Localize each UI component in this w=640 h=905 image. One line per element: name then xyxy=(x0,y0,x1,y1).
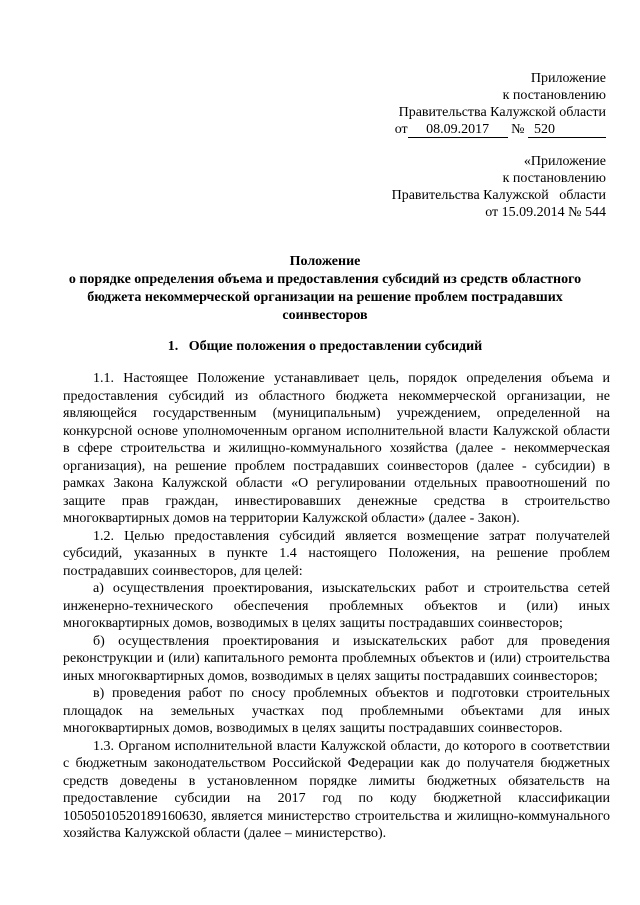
section-heading: 1. Общие положения о предоставлении субсидий xyxy=(167,339,483,354)
title-line: бюджета некоммерческой организации на решение проблем пострадавших xyxy=(87,290,563,305)
paragraph: 1.1. Настоящее Положение устанавливает цель, порядок определения объема и предоставления субсидий из областного бюджета некоммерческой организации, не являющейся государственным (муниципальным) учреждением, определенной на конкурсной основе уполномоченным органом исполнительной власти Калужской области в сфере строительства и жилищно-коммунального хозяйства (далее - некоммерческая организация), на решение проблем пострадавших соинвесторов (далее - субсидии) в рамках Закона Калужской области «О регулировании отдельных правоотношений по защите прав граждан, инвестировавших денежные средства в строительство многоквартирных домов на территории Калужской области» (далее - Закон). xyxy=(63,371,610,526)
paragraph: 1.2. Целью предоставления субсидий является возмещение затрат получателей субсидий, указанных в пункте 1.4 настоящего Положения, на решение проблем пострадавших соинвесторов, для целей: xyxy=(63,528,610,579)
attachment-block-original xyxy=(392,153,606,221)
document-body xyxy=(63,370,610,843)
attachment-line: к постановлению xyxy=(502,88,606,103)
attachment-line: к постановлению xyxy=(502,171,606,186)
title-line: о порядке определения объема и предоставления субсидий из средств областного xyxy=(68,272,582,287)
resolution-date: 08.09.2017 xyxy=(408,122,508,138)
paragraph: в) проведения работ по сносу проблемных объектов и подготовки строительных площадок на земельных участках под проблемными объектами для иных многоквартирных домов, возводимых в целях защиты пострадавших соинвесторов. xyxy=(63,686,610,736)
paragraph: а) осуществления проектирования, изыскательских работ и строительства сетей инженерно-технического обеспечения проблемных объектов и (или) иных многоквартирных домов, возводимых в целях защиты пострадавших соинвесторов; xyxy=(63,581,610,631)
resolution-number: 520 xyxy=(528,122,606,138)
title-line: соинвесторов xyxy=(282,308,368,323)
attachment-line: Правительства Калужской области xyxy=(398,105,606,120)
paragraph: б) осуществления проектирования и изыскательских работ для проведения реконструкции и (или) капитального ремонта проблемных объектов и (или) строительства иных многоквартирных домов, возводимых в целях защиты пострадавших соинвесторов; xyxy=(63,633,610,684)
attachment-block-current xyxy=(395,70,606,138)
document-title xyxy=(60,253,590,325)
attachment-line: «Приложение xyxy=(523,154,606,169)
attachment-date-line xyxy=(395,121,606,138)
paragraph: 1.3. Органом исполнительной власти Калужской области, до которого в соответствии с бюджетным законодательством Российской Федерации как до получателя бюджетных средств доведены в установленном порядке лимиты бюджетных обязательств на предоставление субсидии на 2017 год по коду бюджетной классификации 10505010520189160630, является министерство строительства и жилищно-коммунального хозяйства Калужской области (далее – министерство). xyxy=(63,738,610,841)
attachment-line: от 15.09.2014 № 544 xyxy=(485,205,606,220)
from-label: от xyxy=(394,122,408,137)
attachment-line: Приложение xyxy=(530,71,606,86)
number-label: № xyxy=(511,122,525,137)
attachment-line: Правительства Калужской области xyxy=(391,188,606,203)
title-line: Положение xyxy=(289,254,361,269)
